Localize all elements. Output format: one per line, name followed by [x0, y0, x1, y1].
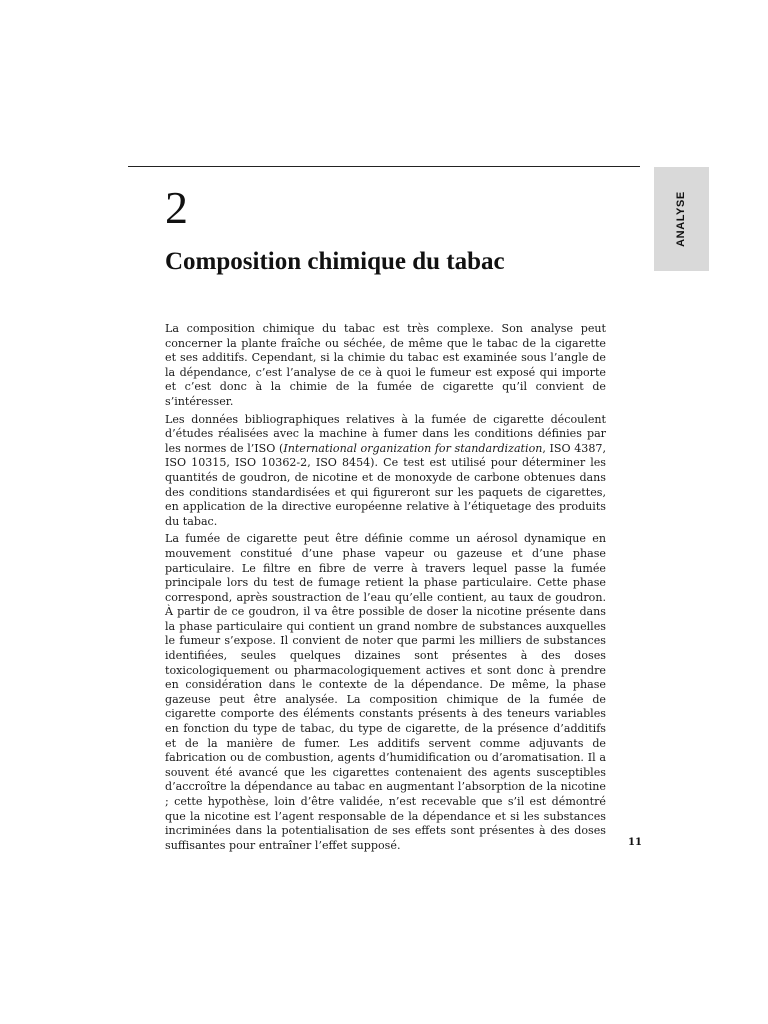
paragraph-smoke-composition: La fumée de cigarette peut être définie comme un aérosol dynamique en mouvement constitué d’une phase vapeur ou gazeuse et d’une phase particulaire. Le filtre en fibre de verre à travers lequel passe la fumée principale lors du test de fumage retient la phase particulaire. Cette phase correspond, après soustraction de l’eau qu’elle contient, au taux de goudron. À partir de ce goudron, il va être possible de doser la nicotine présente dans la phase particulaire qui contient un grand nombre de substances auxquelles le fumeur s’expose. Il convient de noter que parmi les milliers de substances identifiées, seules quelques dizaines sont présentes à des doses toxicologiquement ou pharmacologiquement actives et sont donc à prendre en considération dans le contexte de la dépendance. De même, la phase gazeuse peut être analysée. La composition chimique de la fumée de cigarette comporte des éléments constants présents à des teneurs variables en fonction du type de tabac, du type de cigarette, de la présence d’additifs et de la manière de fumer. Les additifs servent comme adjuvants de fabrication ou de combustion, agents d’humidification ou d’aromatisation. Il a souvent été avancé que les cigarettes contenaient des agents susceptibles d’accroître la dépendance au tabac en augmentant l’absorption de la nicotine ; cette hypothèse, loin d’être validée, n’est recevable que s’il est démontré que la nicotine est l’agent responsable de la dépendance et si les substances incriminées dans la potentialisation de ses effets sont présentes à des doses suffisantes pour entraîner l’effet supposé. [165, 532, 606, 852]
section-tab-label: ANALYSE [675, 191, 687, 247]
paragraph-iso-italic: International organization for standardization [283, 441, 543, 455]
top-rule [128, 166, 640, 167]
paragraph-iso-text-before: Les données bibliographiques relatives à la fumée de cigarette découlent d’études réalisées avec la machine à fumer dans les conditions définies par les normes de l’ISO ( [165, 412, 606, 455]
paragraph-intro: La composition chimique du tabac est très complexe. Son analyse peut concerner la plante fraîche ou séchée, de même que le tabac de la cigarette et ses additifs. Cependant, si la chimie du tabac est examinée sous l’angle de la dépendance, c’est l’analyse de ce à quoi le fumeur est exposé qui importe et c’est donc à la chimie de la fumée de cigarette qu’il convient de s’intéresser. [165, 322, 606, 408]
chapter-title: Composition chimique du tabac [165, 248, 505, 275]
chapter-number: 2 [165, 182, 188, 233]
paragraph-iso-text-after: , ISO 4387, ISO 10315, ISO 10362-2, ISO 8454). Ce test est utilisé pour déterminer les quantités de goudron, de nicotine et de monoxyde de carbone obtenues dans des conditions standardisées et qui figureront sur les paquets de cigarettes, en application de la directive européenne relative à l’étiquetage des produits du tabac. [165, 441, 606, 528]
section-tab [654, 167, 709, 271]
page-number: 11 [628, 837, 642, 848]
body-text [165, 322, 606, 856]
paragraph-iso-standards [165, 413, 606, 530]
